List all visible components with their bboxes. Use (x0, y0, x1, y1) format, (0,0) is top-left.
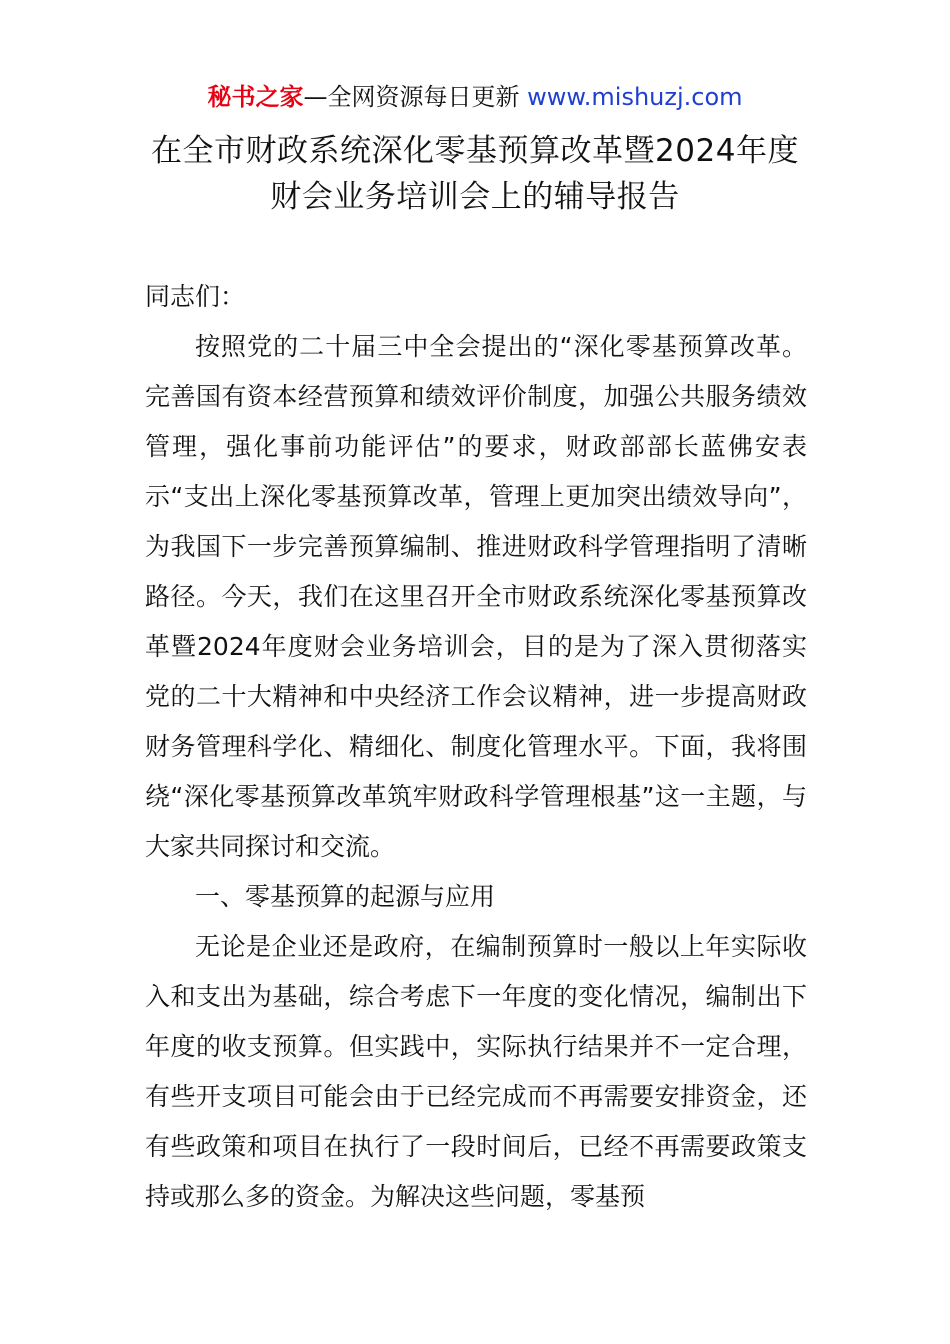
title-line-2: 财会业务培训会上的辅导报告 (270, 179, 680, 215)
greeting: 同志们： (145, 282, 246, 311)
site-tagline: —全网资源每日更新 (303, 83, 528, 111)
site-brand: 秘书之家 (207, 83, 304, 111)
document-title (0, 128, 950, 220)
document-body (145, 272, 807, 1222)
title-line-1: 在全市财政系统深化零基预算改革暨2024年度 (151, 133, 799, 169)
paragraph-intro: 按照党的二十届三中全会提出的“深化零基预算改革。完善国有资本经营预算和绩效评价制度，加强公共服务绩效管理，强化事前功能评估”的要求，财政部部长蓝佛安表示“支出上深化零基预算改革，管理上更加突出绩效导向”，为我国下一步完善预算编制、推进财政科学管理指明了清晰路径。今天，我们在这里召开全市财政系统深化零基预算改革暨2024年度财会业务培训会，目的是为了深入贯彻落实党的二十大精神和中央经济工作会议精神，进一步提高财政财务管理科学化、精细化、制度化管理水平。下面，我将围绕“深化零基预算改革筑牢财政科学管理根基”这一主题，与大家共同探讨和交流。 (145, 332, 807, 861)
section-heading-1: 一、零基预算的起源与应用 (195, 882, 496, 911)
site-header (0, 80, 950, 114)
site-url-link[interactable]: www.mishuzj.com (527, 83, 743, 111)
paragraph-section-1: 无论是企业还是政府，在编制预算时一般以上年实际收入和支出为基础，综合考虑下一年度的变化情况，编制出下年度的收支预算。但实践中，实际执行结果并不一定合理，有些开支项目可能会由于已经完成而不再需要安排资金，还有些政策和项目在执行了一段时间后，已经不再需要政策支持或那么多的资金。为解决这些问题，零基预 (145, 932, 807, 1211)
